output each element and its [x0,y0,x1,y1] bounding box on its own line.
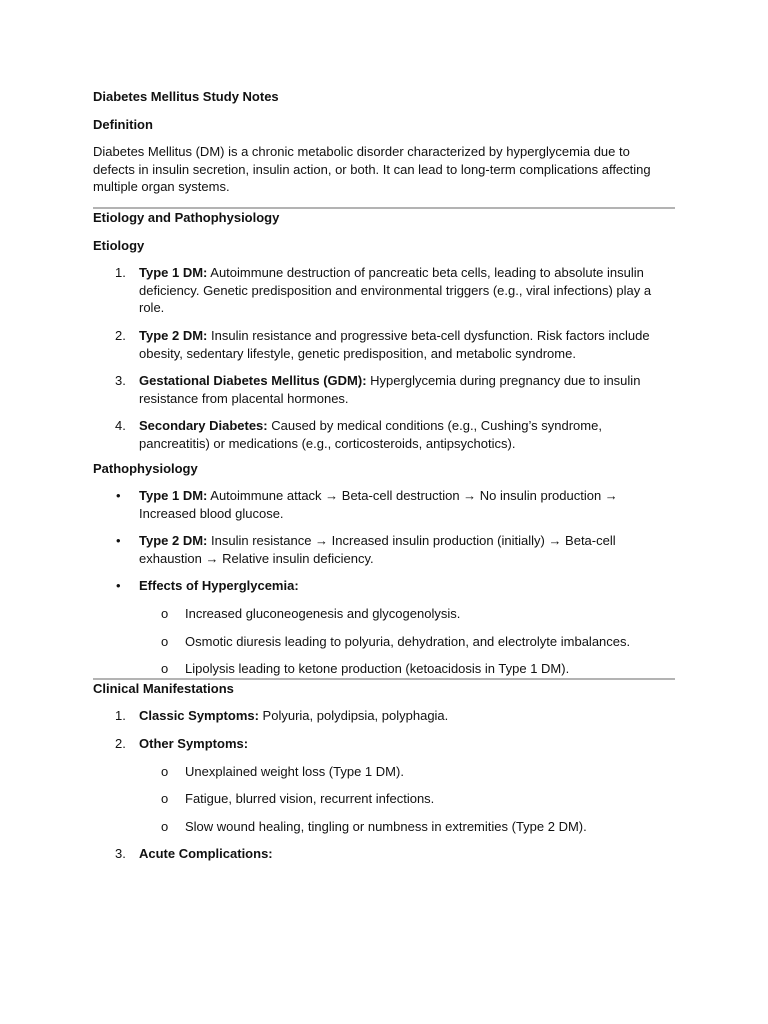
hyperglycemia-effects-list [139,605,675,678]
sub-bullet-marker: o [161,606,169,622]
item-text: Increased gluconeogenesis and glycogenolysis. [185,606,461,622]
item-text: Polyuria, polydipsia, polyphagia. [258,708,449,724]
sub-bullet-marker: o [161,791,169,807]
etiology-patho-heading: Etiology and Pathophysiology [93,209,280,225]
item-text: Osmotic diuresis leading to polyuria, dehydration, and electrolyte imbalances. [185,633,631,649]
etiology-heading: Etiology [93,237,145,253]
bullet-marker: • [116,578,121,594]
bullet-marker: • [116,488,121,504]
list-item [93,372,675,407]
item-text: Unexplained weight loss (Type 1 DM). [185,763,404,779]
list-item [93,532,675,567]
list-item [93,487,675,522]
item-text: Insulin resistance → Increased insulin production (initially) → Beta-cell exhaustion → Relative insulin deficiency. [139,533,616,566]
sub-list-item [139,818,675,836]
list-item [93,417,675,452]
list-item [93,577,675,677]
definition-heading: Definition [93,116,153,132]
document-title: Diabetes Mellitus Study Notes [93,89,279,104]
item-label: Acute Complications: [139,846,273,862]
item-label: Secondary Diabetes: [139,418,268,434]
etiology-list [93,264,675,452]
sub-bullet-marker: o [161,763,169,779]
item-label: Effects of Hyperglycemia: [139,578,299,594]
item-label: Other Symptoms: [139,736,249,752]
list-item [93,707,675,725]
sub-bullet-marker: o [161,661,169,677]
definition-paragraph: Diabetes Mellitus (DM) is a chronic metabolic disorder characterized by hyperglycemia due to defects in insulin secretion, insulin action, or both. It can lead to long-term complications affecting multiple organ systems. [93,144,651,195]
sub-bullet-marker: o [161,818,169,834]
item-label: Classic Symptoms: [139,708,259,724]
list-number: 2. [115,327,126,343]
list-number: 3. [115,373,126,389]
item-label: Type 1 DM: [139,265,208,281]
list-number: 1. [115,265,126,281]
item-label: Type 2 DM: [139,327,208,343]
document-page [93,88,675,873]
item-text: Fatigue, blurred vision, recurrent infections. [185,791,435,807]
bullet-marker: • [116,533,121,549]
clinical-heading: Clinical Manifestations [93,680,234,696]
other-symptoms-list [139,763,675,836]
item-text: Hyperglycemia during pregnancy due to insulin resistance from placental hormones. [139,373,641,406]
list-number: 4. [115,418,126,434]
item-text: Slow wound healing, tingling or numbness in extremities (Type 2 DM). [185,818,587,834]
sub-list-item [139,633,675,651]
list-number: 3. [115,846,126,862]
item-text: Insulin resistance and progressive beta-cell dysfunction. Risk factors include obesity, sedentary lifestyle, genetic predisposition, and metabolic syndrome. [139,327,650,361]
item-text: Autoimmune destruction of pancreatic beta cells, leading to absolute insulin deficiency. Genetic predisposition and environmental triggers (e.g., viral infections) play a role. [139,265,652,316]
list-number: 1. [115,708,126,724]
sub-list-item [139,660,675,678]
pathophysiology-list [93,487,675,678]
sub-list-item [139,605,675,623]
sub-list-item [139,790,675,808]
pathophysiology-heading: Pathophysiology [93,460,198,476]
item-label: Type 1 DM: [139,488,208,504]
item-text: Caused by medical conditions (e.g., Cushing’s syndrome, pancreatitis) or medications (e.g., corticosteroids, antipsychotics). [139,418,602,451]
item-text: Lipolysis leading to ketone production (ketoacidosis in Type 1 DM). [185,661,570,677]
list-item [93,264,675,317]
item-label: Type 2 DM: [139,533,208,549]
clinical-list [93,707,675,863]
list-number: 2. [115,736,126,752]
sub-bullet-marker: o [161,633,169,649]
sub-list-item [139,763,675,781]
item-text: Autoimmune attack → Beta-cell destruction → No insulin production → Increased blood glucose. [139,488,618,521]
list-item [93,327,675,362]
list-item [93,845,675,863]
list-item [93,735,675,835]
item-label: Gestational Diabetes Mellitus (GDM): [139,373,367,389]
